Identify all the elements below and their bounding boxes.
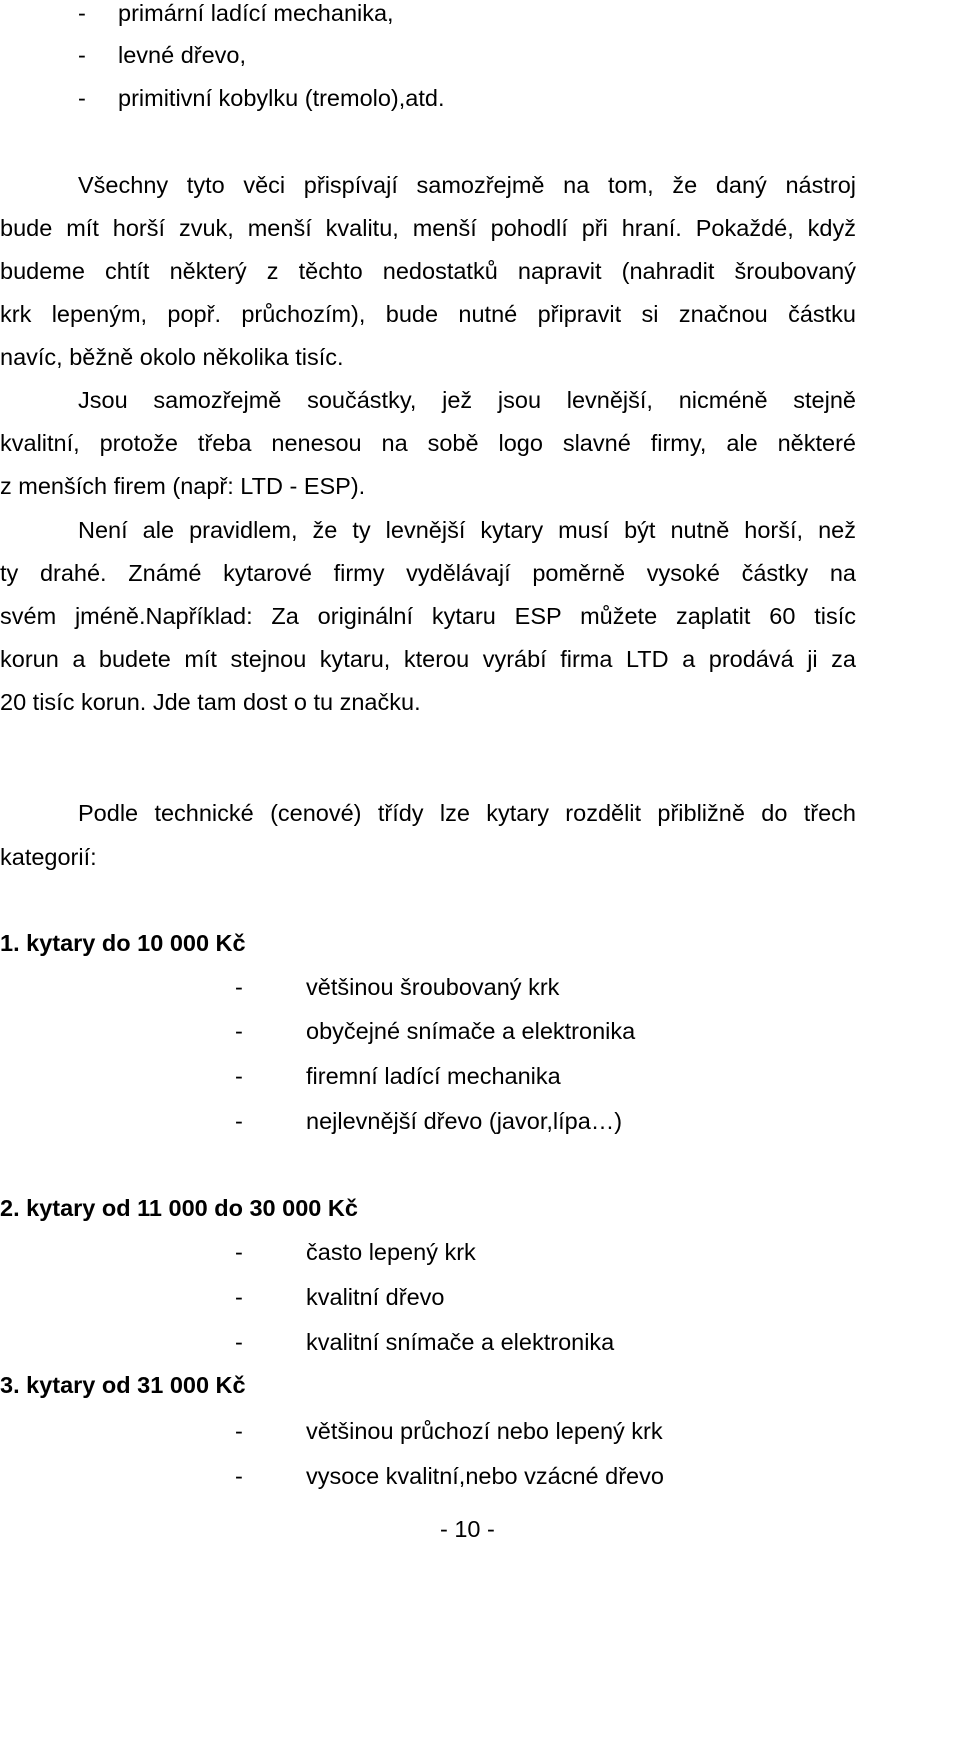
list-dash: -: [235, 1018, 243, 1044]
list-item: firemní ladící mechanika: [306, 1063, 561, 1089]
list-dash: -: [235, 1108, 243, 1134]
text-line: budeme chtít některý z těchto nedostatků napravit (nahradit šroubovaný: [0, 258, 856, 284]
text-line: svém jméně.Například: Za originální kytaru ESP můžete zaplatit 60 tisíc: [0, 603, 856, 629]
list-item: primitivní kobylku (tremolo),atd.: [118, 85, 445, 111]
list-dash: -: [78, 0, 86, 26]
list-dash: -: [235, 1418, 243, 1444]
list-item: obyčejné snímače a elektronika: [306, 1018, 636, 1044]
text-line: Jsou samozřejmě součástky, jež jsou levnější, nicméně stejně: [78, 387, 856, 413]
category-heading: 3. kytary od 31 000 Kč: [0, 1372, 246, 1398]
list-dash: -: [235, 1329, 243, 1355]
list-item: většinou průchozí nebo lepený krk: [306, 1418, 663, 1444]
text-line: navíc, běžně okolo několika tisíc.: [0, 344, 344, 370]
category-heading: 2. kytary od 11 000 do 30 000 Kč: [0, 1195, 358, 1221]
list-dash: -: [235, 1063, 243, 1089]
list-item: primární ladící mechanika,: [118, 0, 394, 26]
list-dash: -: [235, 974, 243, 1000]
text-line: kvalitní, protože třeba nenesou na sobě logo slavné firmy, ale některé: [0, 430, 856, 456]
list-dash: -: [235, 1284, 243, 1310]
list-item: vysoce kvalitní,nebo vzácné dřevo: [306, 1463, 664, 1489]
list-dash: -: [78, 85, 86, 111]
list-dash: -: [235, 1463, 243, 1489]
text-line: Není ale pravidlem, že ty levnější kytary musí být nutně horší, než: [78, 517, 856, 543]
list-item: často lepený krk: [306, 1239, 476, 1265]
list-dash: -: [78, 42, 86, 68]
list-item: většinou šroubovaný krk: [306, 974, 560, 1000]
list-item: nejlevnější dřevo (javor,lípa…): [306, 1108, 623, 1134]
text-line: bude mít horší zvuk, menší kvalitu, menší pohodlí při hraní. Pokaždé, když: [0, 215, 856, 241]
list-item: kvalitní dřevo: [306, 1284, 445, 1310]
list-dash: -: [235, 1239, 243, 1265]
text-line: z menších firem (např: LTD - ESP).: [0, 473, 366, 499]
text-line: krk lepeným, popř. průchozím), bude nutné připravit si značnou částku: [0, 301, 856, 327]
text-line: ty drahé. Známé kytarové firmy vydělávají poměrně vysoké částky na: [0, 560, 856, 586]
page-number: - 10 -: [440, 1516, 495, 1542]
text-line: Všechny tyto věci přispívají samozřejmě na tom, že daný nástroj: [78, 172, 856, 198]
text-line: Podle technické (cenové) třídy lze kytary rozdělit přibližně do třech: [78, 800, 856, 826]
list-item: kvalitní snímače a elektronika: [306, 1329, 615, 1355]
text-line: 20 tisíc korun. Jde tam dost o tu značku.: [0, 689, 421, 715]
text-line: kategorií:: [0, 844, 97, 870]
category-heading: 1. kytary do 10 000 Kč: [0, 930, 246, 956]
list-item: levné dřevo,: [118, 42, 247, 68]
text-line: korun a budete mít stejnou kytaru, kterou vyrábí firma LTD a prodává ji za: [0, 646, 856, 672]
